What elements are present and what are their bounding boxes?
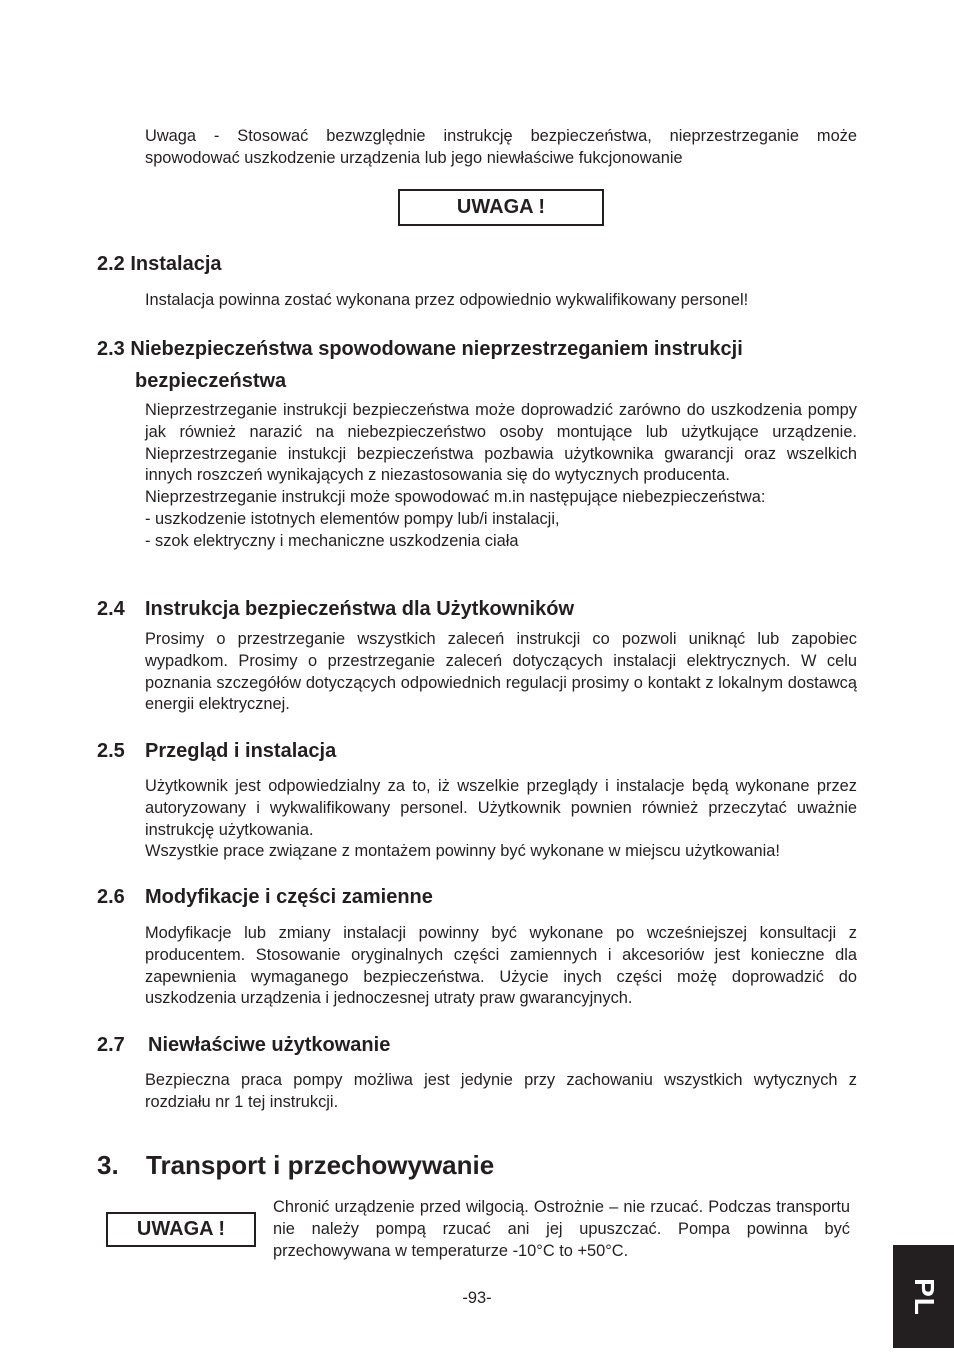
section-title: Modyfikacje i części zamienne bbox=[145, 886, 433, 908]
chapter-number: 3. bbox=[97, 1150, 119, 1180]
chapter-title: Transport i przechowywanie bbox=[146, 1150, 495, 1180]
section-2-7-text: Bezpieczna praca pompy możliwa jest jedynie przy zachowaniu wszystkich wytycznych z rozdziału nr 1 tej instrukcji. bbox=[145, 1071, 857, 1111]
section-2-4-text: Prosimy o przestrzeganie wszystkich zaleceń instrukcji co pozwoli uniknąć lub zapobiec wypadkom. Prosimy o przestrzeganie zaleceń dotyczących instalacji elektrycznych. W celu poznania szczegółów dotyczących odpowiednich regulacji prosimy o kontakt z lokalnym dostawcą energii elektrycznej. bbox=[145, 630, 857, 714]
chapter-heading-3 bbox=[97, 1150, 494, 1180]
section-title: Instalacja bbox=[130, 253, 222, 275]
section-heading-2-2 bbox=[97, 252, 222, 276]
section-title: Niewłaściwe użytkowanie bbox=[148, 1034, 391, 1056]
section-number: 2.7 bbox=[97, 1034, 125, 1056]
section-number: 2.2 bbox=[97, 253, 125, 275]
section-2-5-body bbox=[145, 776, 857, 863]
section-title: Przegląd i instalacja bbox=[145, 740, 337, 762]
section-title-line-1: Niebezpieczeństwa spowodowane nieprzestrzeganiem instrukcji bbox=[130, 338, 743, 360]
section-2-5-paragraph-2: Wszystkie prace związane z montażem powinny być wykonane w miejscu użytkowania! bbox=[145, 842, 780, 861]
section-2-3-paragraph-1: Nieprzestrzeganie instrukcji bezpieczeństwa może doprowadzić zarówno do uszkodzenia pompy jak również narazić na niebezpieczeństwo osoby montujące lub użytkujące urządzenie. Nieprzestrzeganie instukcji bezpieczeństwa pozbawia użytkownika gwarancji oraz wszelkich innych roszczeń wynikających z niezastosowania się do wytycznych producenta. bbox=[145, 401, 857, 485]
section-heading-2-3 bbox=[97, 337, 743, 361]
warning-box: UWAGA ! bbox=[398, 189, 604, 226]
section-number: 2.4 bbox=[97, 598, 125, 620]
section-title: Instrukcja bezpieczeństwa dla Użytkowników bbox=[145, 598, 575, 620]
section-heading-2-6 bbox=[97, 885, 433, 909]
section-heading-2-4 bbox=[97, 597, 574, 621]
section-2-2-text: Instalacja powinna zostać wykonana przez odpowiednio wykwalifikowany personel! bbox=[145, 291, 749, 309]
page-number: -93- bbox=[462, 1289, 492, 1307]
section-2-3-paragraph-2: Nieprzestrzeganie instrukcji może spowodować m.in następujące niebezpieczeństwa: bbox=[145, 488, 766, 507]
section-title-line-2: bezpieczeństwa bbox=[135, 370, 287, 392]
section-2-6-text: Modyfikacje lub zmiany instalacji powinny być wykonane po wcześniejszej konsultacji z producentem. Stosowanie oryginalnych części zamiennych i akcesoriów jest konieczne dla zapewnienia wymaganego bezpieczeństwa. Użycie inych części możę doprowadzić do uszkodzenia urządzenia i jednoczesnej utraty praw gwarancyjnych. bbox=[145, 924, 857, 1008]
language-tab-label: PL bbox=[908, 1277, 940, 1316]
section-2-3-body bbox=[145, 400, 857, 553]
section-2-3-bullet-2: - szok elektryczny i mechaniczne uszkodzenia ciała bbox=[145, 531, 519, 550]
section-heading-2-7 bbox=[97, 1033, 390, 1057]
section-2-3-bullet-1: - uszkodzenie istotnych elementów pompy lub/i instalacji, bbox=[145, 509, 560, 528]
intro-text: Uwaga - Stosować bezwzględnie instrukcję bezpieczeństwa, nieprzestrzeganie może spowodować uszkodzenie urządzenia lub jego niewłaściwe fukcjonowanie bbox=[145, 127, 857, 167]
section-2-5-paragraph-1: Użytkownik jest odpowiedzialny za to, iż wszelkie przeglądy i instalacje będą wykonane przez autoryzowany i wykwalifikowany personel. Użytkownik pownien również przeczytać uważnie instrukcję użytkowania. bbox=[145, 777, 857, 839]
section-heading-2-5 bbox=[97, 739, 336, 763]
section-number: 2.6 bbox=[97, 886, 125, 908]
section-3-text: Chronić urządzenie przed wilgocią. Ostrożnie – nie rzucać. Podczas transportu nie należy pompą rzucać ani jej upuszczać. Pompa powinna być przechowywana w temperaturze -10°C to +50°C. bbox=[273, 1198, 850, 1260]
section-number: 2.5 bbox=[97, 740, 125, 762]
language-tab bbox=[893, 1245, 954, 1348]
transport-warning-box: UWAGA ! bbox=[106, 1212, 256, 1247]
section-number: 2.3 bbox=[97, 338, 125, 360]
